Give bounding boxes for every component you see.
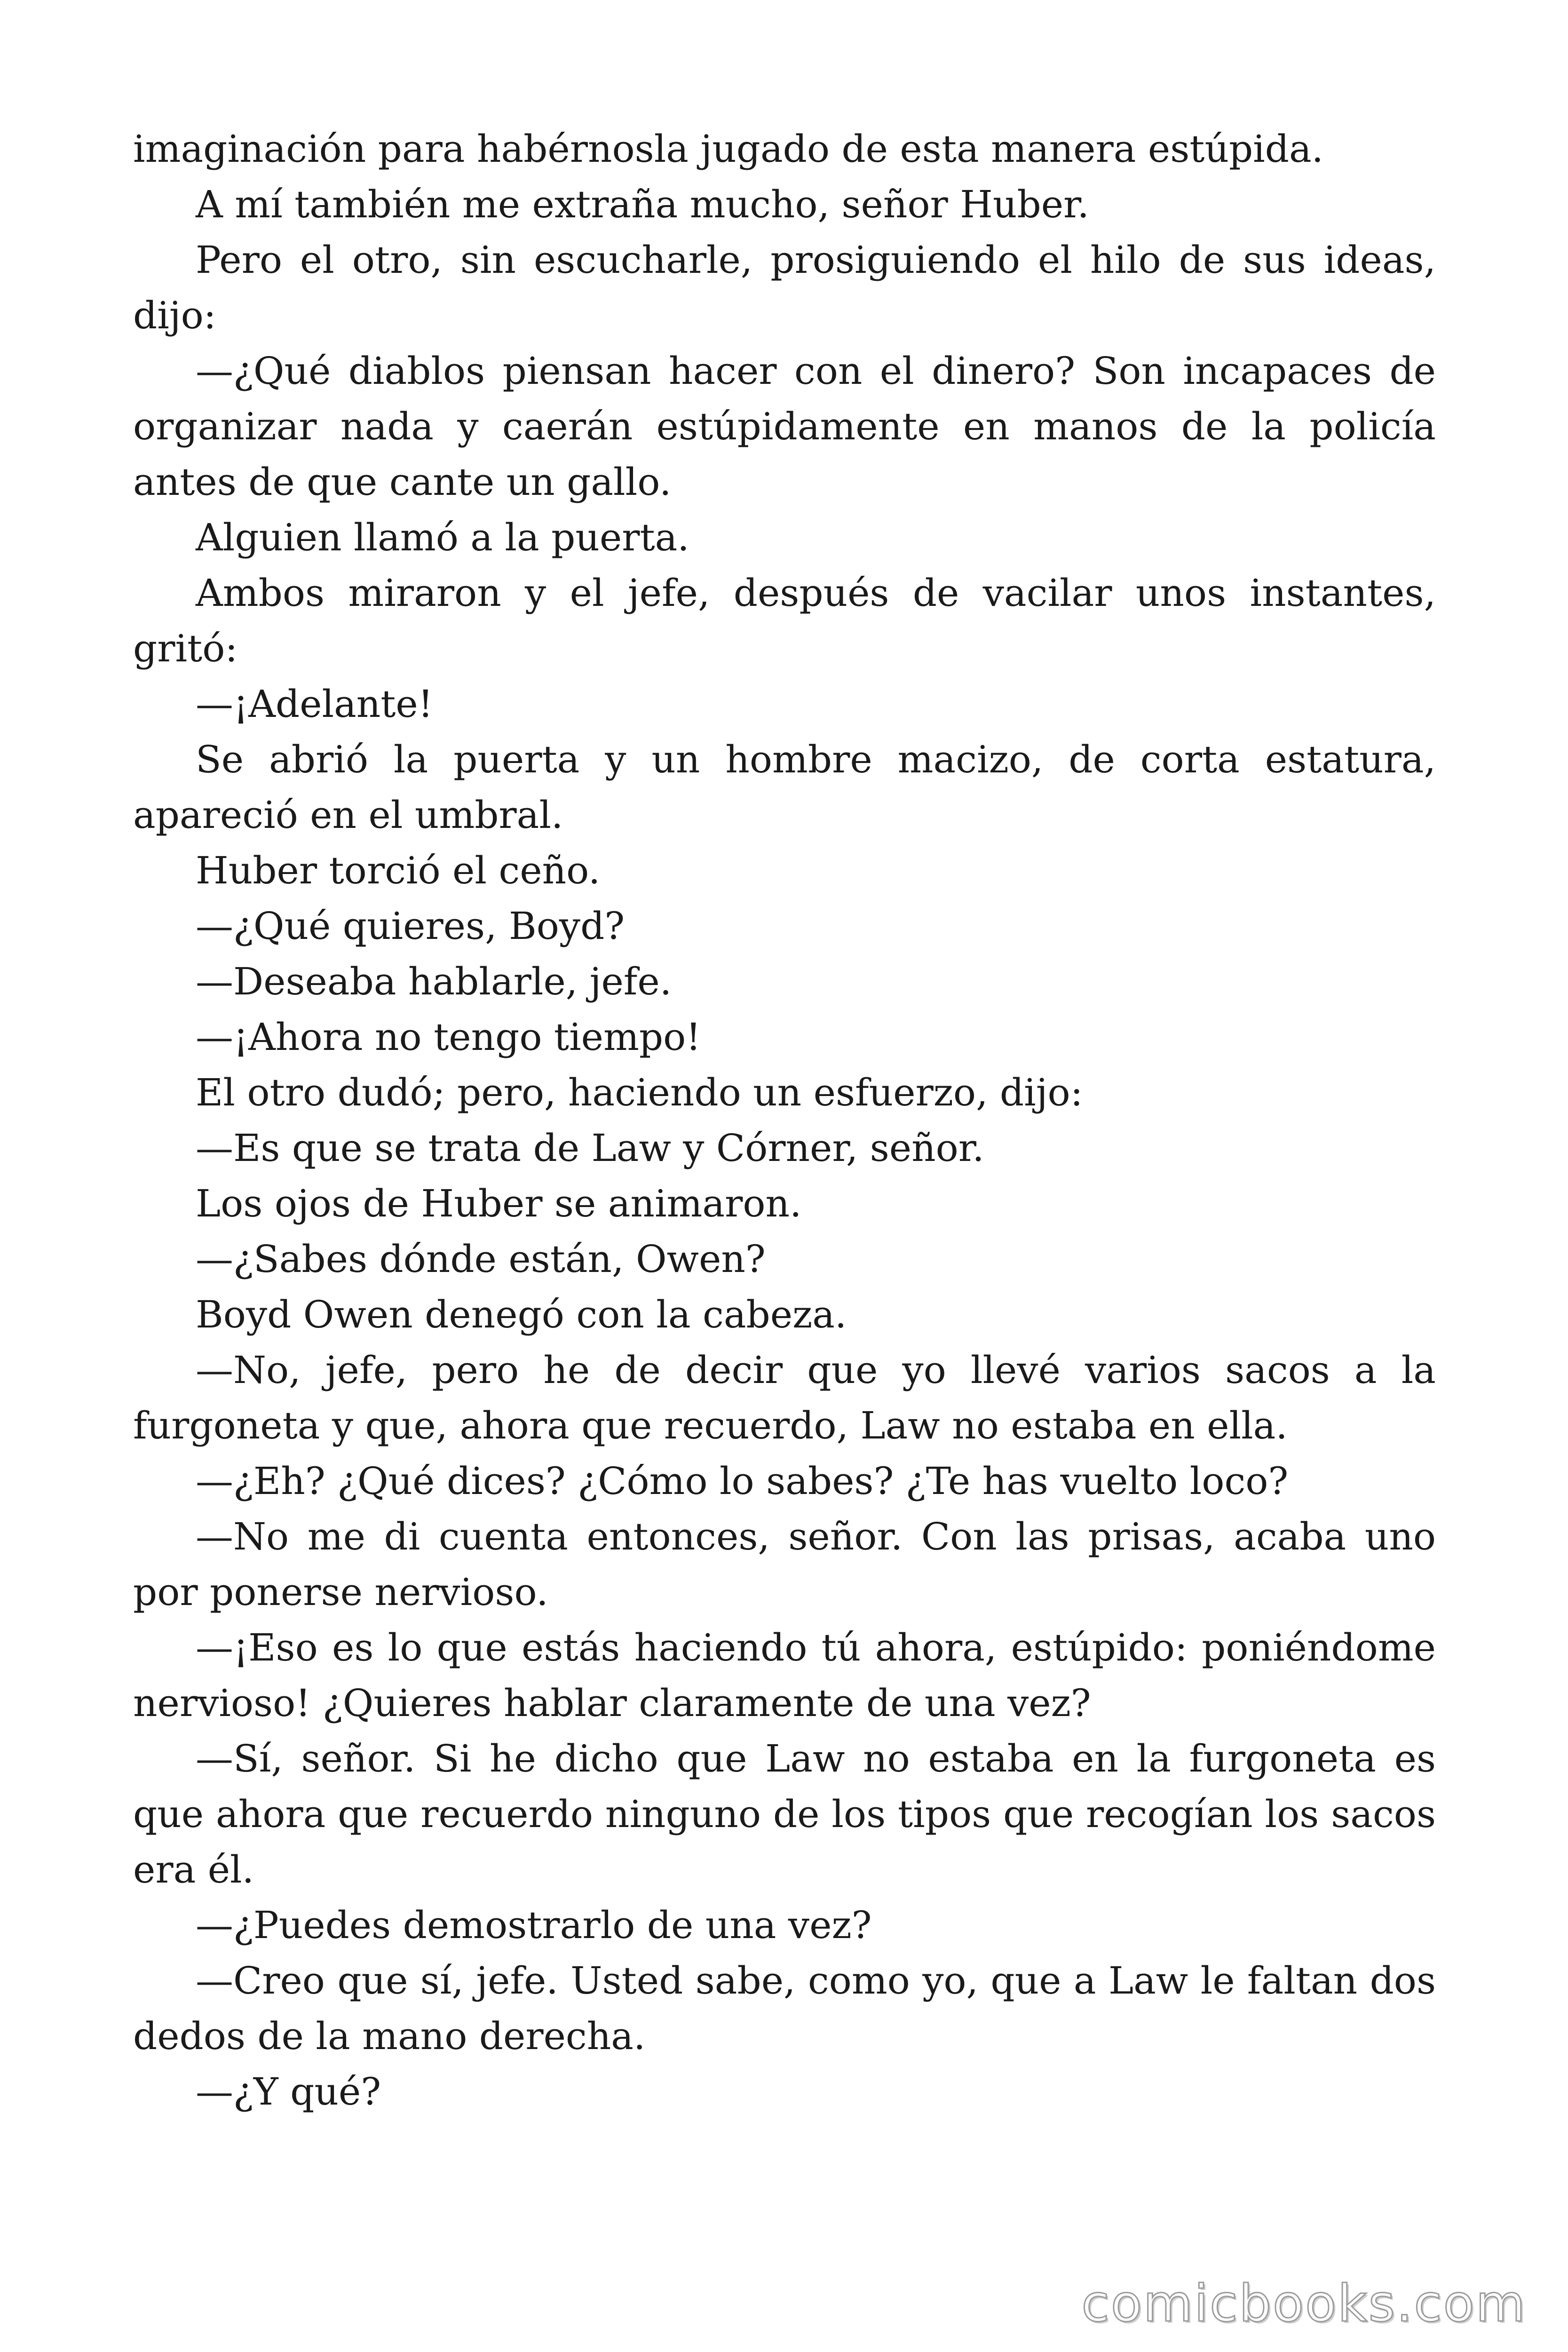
paragraph: —Deseaba hablarle, jefe.: [196, 960, 672, 1003]
watermark: comicbooks.com: [1081, 2274, 1527, 2333]
paragraph: —¿Qué diablos piensan hacer con el dinero? Son incapaces de organizar nada y caerán estúpidamente en manos de la policía antes de que cante un gallo.: [133, 349, 1436, 504]
paragraph: —No me di cuenta entonces, señor. Con las prisas, acaba uno por ponerse nervioso.: [133, 1515, 1436, 1614]
paragraph: Boyd Owen denegó con la cabeza.: [196, 1293, 847, 1336]
paragraph: El otro dudó; pero, haciendo un esfuerzo, dijo:: [196, 1071, 1083, 1114]
paragraph: Alguien llamó a la puerta.: [196, 516, 689, 559]
body-text: [133, 121, 1436, 2120]
paragraph: —¿Sabes dónde están, Owen?: [196, 1237, 766, 1281]
paragraph: —¡Ahora no tengo tiempo!: [196, 1015, 701, 1059]
paragraph: —¿Eh? ¿Qué dices? ¿Cómo lo sabes? ¿Te has vuelto loco?: [196, 1459, 1289, 1503]
paragraph: —No, jefe, pero he de decir que yo llevé varios sacos a la furgoneta y que, ahora que recuerdo, Law no estaba en ella.: [133, 1348, 1436, 1447]
paragraph: Ambos miraron y el jefe, después de vacilar unos instantes, gritó:: [133, 571, 1436, 670]
paragraph: —¡Adelante!: [196, 682, 433, 726]
paragraph: —Creo que sí, jefe. Usted sabe, como yo, que a Law le faltan dos dedos de la mano derecha.: [133, 1959, 1436, 2058]
paragraph: —¿Y qué?: [196, 2070, 381, 2114]
paragraph: —¡Eso es lo que estás haciendo tú ahora, estúpido: poniéndome nervioso! ¿Quieres hablar claramente de una vez?: [133, 1626, 1436, 1725]
paragraph: —Es que se trata de Law y Córner, señor.: [196, 1126, 984, 1170]
paragraph: Se abrió la puerta y un hombre macizo, de corta estatura, apareció en el umbral.: [133, 738, 1436, 837]
paragraph: Los ojos de Huber se animaron.: [196, 1182, 802, 1225]
paragraph: —Sí, señor. Si he dicho que Law no estaba en la furgoneta es que ahora que recuerdo ninguno de los tipos que recogían los sacos era él.: [133, 1737, 1436, 1891]
paragraph: Huber torció el ceño.: [196, 849, 601, 892]
paragraph: —¿Puedes demostrarlo de una vez?: [196, 1903, 872, 1947]
paragraph: A mí también me extraña mucho, señor Huber.: [196, 183, 1089, 226]
paragraph: Pero el otro, sin escucharle, prosiguiendo el hilo de sus ideas, dijo:: [133, 238, 1436, 337]
paragraph: imaginación para habérnosla jugado de esta manera estúpida.: [133, 127, 1324, 171]
paragraph: —¿Qué quieres, Boyd?: [196, 904, 625, 948]
